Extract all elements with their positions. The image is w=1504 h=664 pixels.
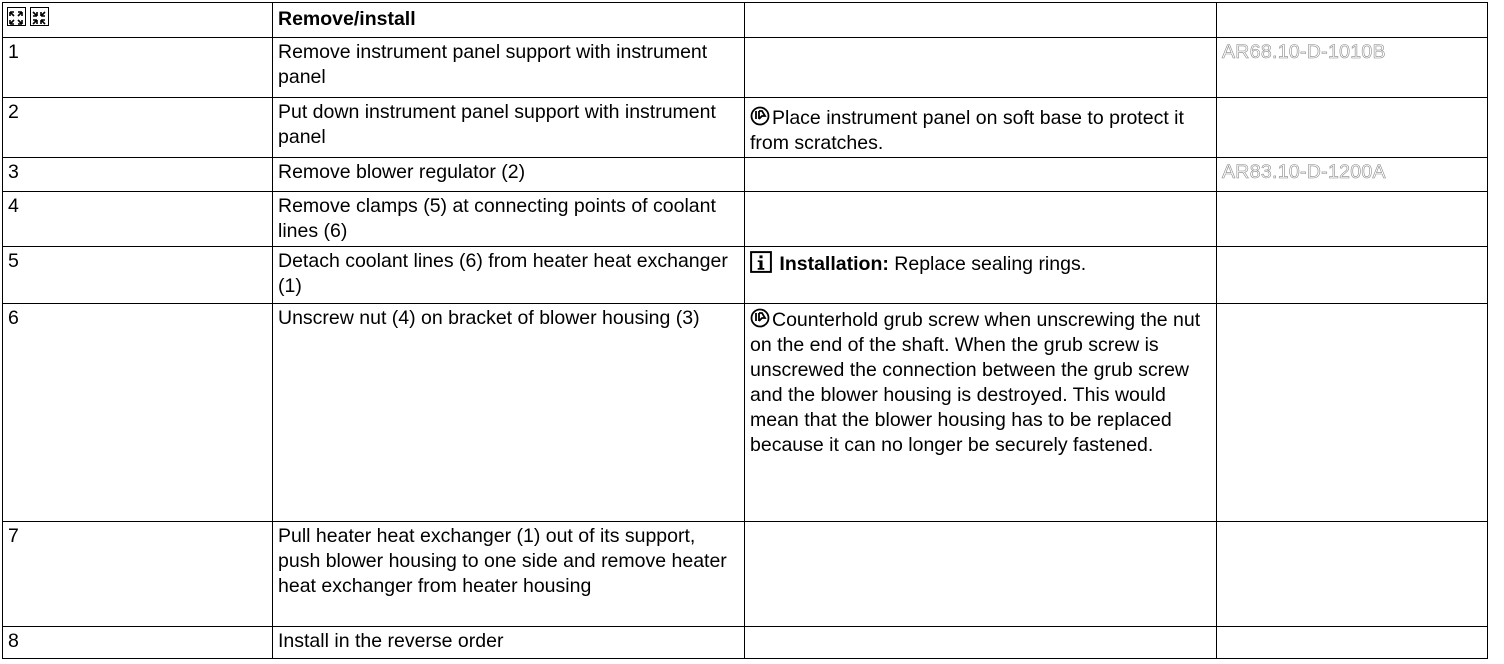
collapse-all-icon[interactable] xyxy=(30,7,49,26)
step-ref-cell xyxy=(1217,192,1488,247)
step-text: Install in the reverse order xyxy=(273,627,745,659)
step-ref-cell xyxy=(1217,158,1488,192)
step-text: Unscrew nut (4) on bracket of blower housing (3) xyxy=(273,304,745,522)
step-ref-cell xyxy=(1217,304,1488,522)
note-text: Replace sealing rings. xyxy=(894,253,1087,275)
caution-icon xyxy=(750,308,770,328)
header-icons-cell xyxy=(3,3,273,38)
step-note xyxy=(745,158,1217,192)
step-note xyxy=(745,627,1217,659)
info-icon xyxy=(750,251,772,273)
step-number: 7 xyxy=(3,522,273,627)
step-number: 3 xyxy=(3,158,273,192)
note-text: Counterhold grub screw when unscrewing the nut on the end of the shaft. When the grub screw is unscrewed the connection between the grub screw and the blower housing is destroyed. This would mean that the blower housing has to be replaced because it can no longer be securely fastened. xyxy=(750,309,1201,456)
step-note xyxy=(745,98,1217,158)
step-ref-cell xyxy=(1217,522,1488,627)
step-note xyxy=(745,38,1217,98)
note-label: Installation: xyxy=(779,253,889,275)
step-ref-link[interactable]: AR83.10-D-1200A xyxy=(1222,161,1386,183)
step-number: 8 xyxy=(3,627,273,659)
step-ref-link[interactable]: AR68.10-D-1010B xyxy=(1222,41,1386,63)
table-row xyxy=(3,304,1488,522)
step-number: 2 xyxy=(3,98,273,158)
step-note xyxy=(745,522,1217,627)
table-row xyxy=(3,192,1488,247)
step-number: 5 xyxy=(3,247,273,304)
step-ref-cell xyxy=(1217,98,1488,158)
table-row xyxy=(3,522,1488,627)
step-text: Remove blower regulator (2) xyxy=(273,158,745,192)
caution-icon xyxy=(750,106,770,126)
step-note xyxy=(745,192,1217,247)
step-text: Remove clamps (5) at connecting points of coolant lines (6) xyxy=(273,192,745,247)
step-text: Put down instrument panel support with instrument panel xyxy=(273,98,745,158)
table-row xyxy=(3,158,1488,192)
header-title: Remove/install xyxy=(273,3,745,38)
header-ref-cell xyxy=(1217,3,1488,38)
step-number: 4 xyxy=(3,192,273,247)
step-note xyxy=(745,304,1217,522)
procedure-table xyxy=(2,2,1488,659)
step-note xyxy=(745,247,1217,304)
table-row xyxy=(3,247,1488,304)
expand-all-icon[interactable] xyxy=(7,7,26,26)
step-number: 6 xyxy=(3,304,273,522)
table-row xyxy=(3,627,1488,659)
note-text: Place instrument panel on soft base to protect it from scratches. xyxy=(750,107,1184,154)
step-text: Detach coolant lines (6) from heater heat exchanger (1) xyxy=(273,247,745,304)
step-ref-cell xyxy=(1217,247,1488,304)
header-note-cell xyxy=(745,3,1217,38)
header-row xyxy=(3,3,1488,38)
step-ref-cell xyxy=(1217,38,1488,98)
step-text: Remove instrument panel support with instrument panel xyxy=(273,38,745,98)
step-ref-cell xyxy=(1217,627,1488,659)
step-number: 1 xyxy=(3,38,273,98)
table-row xyxy=(3,98,1488,158)
table-row xyxy=(3,38,1488,98)
step-text: Pull heater heat exchanger (1) out of its support, push blower housing to one side and remove heater heat exchanger from heater housing xyxy=(273,522,745,627)
